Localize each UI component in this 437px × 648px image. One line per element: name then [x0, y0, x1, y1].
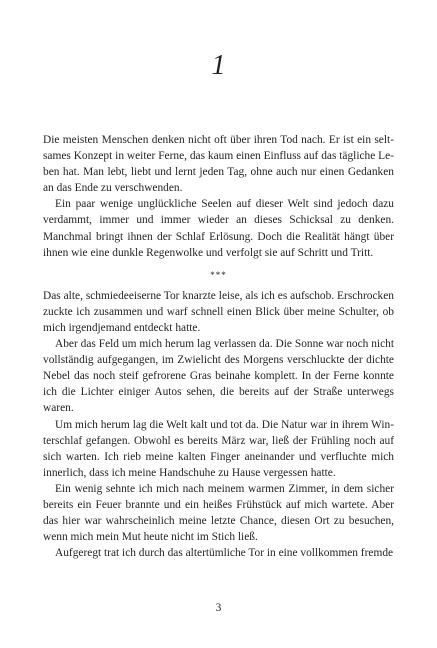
paragraph-3: Das alte, schmiedeeiserne Tor knarzte leise, als ich es aufschob. Erschrocken zuckte ich zusammen und warf schnell einen Blick über meine Schulter, ob mich irgendjemand entdeckt hatte. — [43, 289, 394, 334]
chapter-number: 1 — [211, 50, 226, 81]
paragraph-7: Aufgeregt trat ich durch das altertümliche Tor in eine vollkommen fremde — [55, 547, 394, 560]
page-number: 3 — [215, 602, 222, 614]
paragraph-6: Ein wenig sehnte ich mich nach meinem warmen Zimmer, in dem sicher bereits ein Feuer brannte und ein heißes Frühstück auf mich wartete. Aber das hier war wahrscheinlich meine letzte Chance, diesen Ort zu besuchen, wenn mich mein Mut heute nicht im Stich ließ. — [43, 482, 394, 544]
paragraph-1: Die meisten Menschen denken nicht oft über ihren Tod nach. Er ist ein seltsames Konzept in weiter Ferne, das kaum einen Einfluss auf das tägliche Leben hat. Man lebt, liebt und lernt jeden Tag, ohne auch nur einen Gedanken an das Ende zu verschwenden. — [43, 134, 394, 195]
paragraph-5: Um mich herum lag die Welt kalt und tot da. Die Natur war in ihrem Winterschlaf gefangen. Obwohl es bereits März war, ließ der Frühling noch auf sich warten. Ich rieb meine kalten Finger aneinander und verfluchte mich innerlich, dass ich meine Handschuhe zu Hause vergessen hatte. — [43, 418, 394, 479]
paragraph-4: Aber das Feld um mich herum lag verlassen da. Die Sonne war noch nicht vollständig aufgegangen, im Zwielicht des Morgens verschluckte der dichte Nebel das noch steif gefrorene Gras beinahe komplett. In der Ferne konnte ich die Lichter einiger Autos sehen, die bereits auf der Straße unterwegs waren. — [43, 338, 394, 415]
body-text — [43, 132, 394, 561]
section-divider: *** — [210, 269, 227, 280]
paragraph-2: Ein paar wenige unglückliche Seelen auf dieser Welt sind jedoch dazu verdammt, immer und immer wieder an dieses Schicksal zu denken. Manchmal bringt ihnen der Schlaf Erlösung. Doch die Realität hängt über ihnen wie eine dunkle Regenwolke und verfolgt sie auf Schritt und Tritt. — [43, 198, 394, 259]
